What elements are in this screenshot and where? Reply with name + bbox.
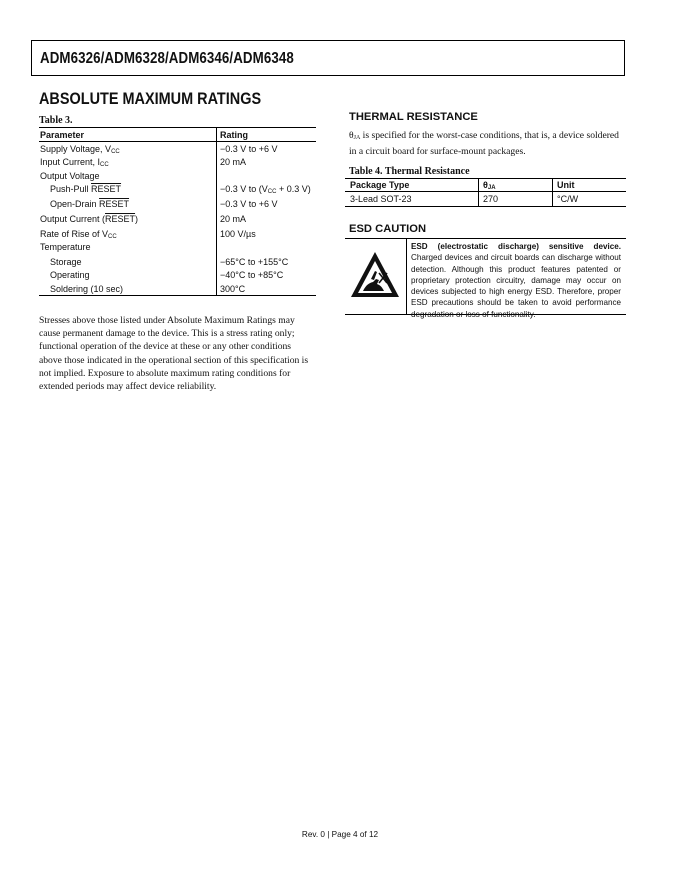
table3-header-rating: Rating [220,130,248,140]
table3-cell-rating [220,157,246,167]
table3-cell-rating [220,284,245,294]
page-footer: Rev. 0 | Page 4 of 12 [301,830,379,839]
esd-divider [406,239,407,314]
param-overline-signal: RESET [105,214,136,224]
table4-bottom-rule [345,206,626,207]
table4-header-rule [345,191,626,192]
table3-cell-rating [220,257,288,267]
rating-text: 20 mA [220,214,247,224]
rating-subscript: CC [267,189,277,195]
rating-text: −0.3 V to +6 V [220,199,278,209]
esd-box [345,238,626,319]
param-text: Operating [50,270,90,280]
esd-warning-icon [349,249,401,301]
param-tail: ) [135,214,139,224]
table3-header-parameter: Parameter [40,130,85,140]
param-text: Output Current ( [40,214,106,224]
table4-divider-2 [552,179,553,207]
table4-cell-package: 3-Lead SOT-23 [350,194,412,204]
param-subscript: CC [111,149,120,155]
table4-cell-theta: 270 [483,194,499,204]
section-title: ABSOLUTE MAXIMUM RATINGS [39,89,262,108]
table3-cell-rating [220,229,256,239]
rating-text: 100 V/µs [220,229,256,239]
esd-title: ESD CAUTION [349,223,427,235]
table3-caption: Table 3. [39,115,73,126]
param-text: Input Current, I [40,157,101,167]
table3-cell-parameter [40,242,91,252]
param-text: Storage [50,257,82,267]
table3-header-rule [39,141,316,142]
param-text: Supply Voltage, V [40,144,112,154]
table3-column-divider [216,128,217,296]
rating-text: −0.3 V to (V [220,184,268,194]
esd-text: ESD (electrostatic discharge) sensitive device. Charged devices and circuit boards can discharge without detection. Although this product features patented or proprietary protection circuitry, damage may occur on devices subjected to high energy ESD. Therefore, proper ESD precautions should be taken to avoid performance degradation or loss of functionality. [411,242,621,319]
table4-cell-unit: °C/W [557,194,579,204]
table4-header-unit: Unit [557,180,575,190]
table3-top-rule [39,127,316,128]
stress-note: Stresses above those listed under Absolute Maximum Ratings may cause permanent damage to the device. This is a stress rating only; functional operation of the device at these or any other conditions above those indicated in the operational section of this specification is not implied. Exposure to absolute maximum rating conditions for extended periods may affect device reliability. [39,315,309,393]
rating-text: −65°C to +155°C [220,257,289,267]
table4-header-package: Package Type [350,180,410,190]
table3-cell-parameter [40,229,117,240]
param-subscript: CC [100,162,109,168]
table3-cell-parameter [50,270,90,280]
table3-cell-parameter [50,184,121,194]
table4-caption: Table 4. Thermal Resistance [349,166,470,177]
param-text: Open-Drain [50,199,100,209]
table3-cell-parameter [50,284,123,294]
table3-cell-parameter [40,144,120,155]
table3-cell-rating [220,270,283,280]
thermal-title: THERMAL RESISTANCE [349,111,478,123]
rating-text: −0.3 V to +6 V [220,144,278,154]
table3-cell-parameter [40,171,100,181]
document-title: ADM6326/ADM6328/ADM6346/ADM6348 [40,50,294,67]
table4-header-theta: $\theta_{JA}$ [483,180,496,191]
rating-text: 20 mA [220,157,247,167]
thermal-text: $\theta_{JA}$ is specified for the worst-case conditions, that is, a device soldered in a circuit board for surface-mount packages. [349,130,619,158]
param-text: Push-Pull [50,184,92,194]
table3-cell-rating [220,184,311,195]
param-text: Output Voltage [40,171,100,181]
table3-cell-parameter [50,199,129,209]
table3-cell-parameter [40,214,138,224]
table3-cell-parameter [40,157,109,168]
param-overline-signal: RESET [99,199,130,209]
table3-cell-rating [220,144,278,154]
table3-bottom-rule [39,295,316,296]
param-text: Rate of Rise of V [40,229,109,239]
param-subscript: CC [108,234,117,240]
table4-divider-1 [478,179,479,207]
table3-cell-rating [220,199,278,209]
rating-text: 300°C [220,284,246,294]
header-box [31,40,625,76]
rating-tail: + 0.3 V) [276,184,311,194]
rating-text: −40°C to +85°C [220,270,284,280]
table3-cell-parameter [50,257,82,267]
param-text: Temperature [40,242,91,252]
param-text: Soldering (10 sec) [50,284,124,294]
table3-cell-rating [220,214,246,224]
param-overline-signal: RESET [91,184,122,194]
